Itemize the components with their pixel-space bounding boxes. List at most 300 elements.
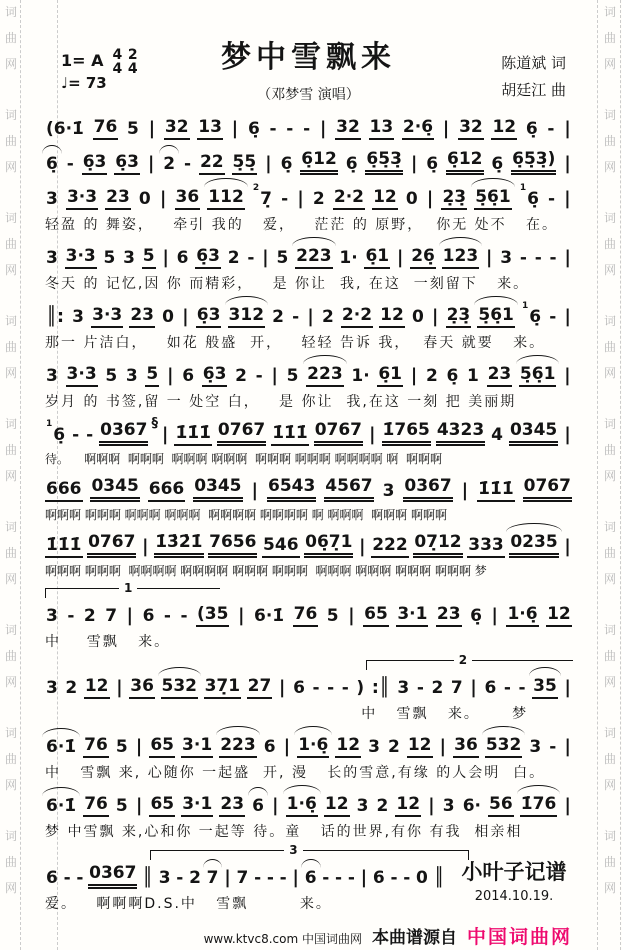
watermark-char: 网 <box>603 263 616 277</box>
note-token: - <box>66 153 74 174</box>
note-token: 3 <box>46 188 58 209</box>
note-token: 2 <box>189 867 201 888</box>
notes-row <box>45 243 572 269</box>
note-token: 6· <box>462 795 481 816</box>
note-token: 6·1̇ <box>46 795 77 816</box>
notation-system <box>45 243 572 293</box>
watermark-char: 曲 <box>4 134 17 148</box>
key-signature <box>61 44 138 76</box>
barline: | <box>491 604 498 626</box>
note-token: 2 <box>425 365 438 386</box>
notation-system <box>45 415 572 467</box>
barline: | <box>319 117 327 139</box>
note-token: 6̣5̣3̣) <box>511 149 556 175</box>
note-token: - <box>184 153 192 174</box>
note-token: 532 <box>485 735 523 758</box>
watermark-char: 网 <box>4 572 17 586</box>
note-token: 223 <box>295 246 333 269</box>
barline: | <box>564 423 571 445</box>
barline: | <box>461 479 469 501</box>
watermark-char: 曲 <box>4 649 17 663</box>
watermark-char: 网 <box>603 469 616 483</box>
note-token: 6 <box>484 677 497 698</box>
note-token: 2 <box>272 306 284 327</box>
note-token: 37̣1 <box>204 676 242 699</box>
note-token: - <box>549 306 557 327</box>
notation-system <box>45 581 572 651</box>
note-token: - <box>416 677 424 698</box>
note-token: 0367 <box>99 420 148 446</box>
note-token: 3 <box>442 795 455 816</box>
note-token: 13 <box>197 117 223 140</box>
watermark-right <box>602 6 618 933</box>
note-token: 312 <box>228 305 266 328</box>
note-token: 6 <box>182 365 195 386</box>
barline: | <box>159 187 167 209</box>
note-token: 2 <box>227 247 240 268</box>
note-token: 0345 <box>509 420 558 446</box>
watermark-char: 词 <box>603 520 616 534</box>
watermark-char: 网 <box>603 572 616 586</box>
note-token: 12 <box>546 604 572 627</box>
note-token: 5̣6̣1 <box>477 305 515 328</box>
note-token: - <box>286 118 294 139</box>
note-token: - <box>247 247 255 268</box>
barline: | <box>428 794 435 816</box>
barline: | <box>368 423 376 445</box>
note-token: 35 <box>532 676 558 699</box>
note-token: - <box>86 424 94 445</box>
note-token: 2̣3̣ <box>446 305 472 328</box>
watermark-char: 曲 <box>603 340 616 354</box>
note-token: 7 <box>450 677 463 698</box>
note-token: 56 <box>488 794 514 817</box>
notes-row <box>45 532 572 558</box>
note-token: 1· <box>339 247 358 268</box>
watermark-char: 词 <box>4 417 17 431</box>
note-token: 1· <box>351 365 370 386</box>
note-token: 7 <box>236 867 249 888</box>
barline: | <box>116 676 123 698</box>
watermark-char: 词 <box>4 314 17 328</box>
barline: | <box>262 246 269 268</box>
note-token: 5̣6̣1 <box>519 364 557 387</box>
barline: | <box>564 794 571 816</box>
note-token: 27 <box>247 676 273 699</box>
note-token: 0767 <box>87 532 136 558</box>
barline: ║ <box>142 866 154 888</box>
volta-number: 3 <box>284 844 302 856</box>
watermark-char: 词 <box>603 5 616 19</box>
note-token: 12 <box>491 117 517 140</box>
note-token: 1·6̣ <box>286 794 318 817</box>
note-token: - <box>269 118 277 139</box>
barline: | <box>431 305 439 327</box>
barline: | <box>278 676 286 698</box>
note-token: 6̣ <box>446 365 459 386</box>
notes-row <box>45 601 572 627</box>
watermark-char: 网 <box>603 675 616 689</box>
footer-brand: 中国词曲网 <box>466 926 572 948</box>
note-token: 1̇3̇2̇1̇ <box>154 532 203 558</box>
note-token: 532 <box>161 676 199 699</box>
note-token: 4323 <box>436 420 485 446</box>
score-content <box>45 28 572 949</box>
note-token: 3·1 <box>396 604 428 627</box>
note-token: 76 <box>293 604 319 627</box>
barline: | <box>426 187 434 209</box>
time-signatures <box>113 44 138 76</box>
note-token: 2·6̣ <box>402 117 434 140</box>
watermark-char: 网 <box>603 160 616 174</box>
notes-row <box>45 863 446 889</box>
note-token: - <box>518 677 526 698</box>
note-token: 123 <box>442 246 480 269</box>
note-token: 12 <box>379 305 405 328</box>
note-token: - <box>176 867 184 888</box>
note-token: 1̇765 <box>382 420 431 446</box>
watermark-char: 网 <box>603 881 616 895</box>
notation-system <box>45 476 572 523</box>
barline: | <box>126 604 134 626</box>
barline: | <box>360 866 368 888</box>
note-token: 3 <box>46 605 58 626</box>
barline: | <box>147 152 155 174</box>
lyrics-row: 那一 片洁白， 如花 般盛 开， 轻轻 告诉 我， 春天 就要 来。 <box>45 335 546 351</box>
note-token: 333 <box>467 535 505 558</box>
watermark-char: 词 <box>4 108 17 122</box>
watermark-char: 网 <box>4 778 17 792</box>
note-token: 2 <box>83 605 96 626</box>
watermark-char: 曲 <box>603 443 616 457</box>
note-token: 5 <box>127 118 139 139</box>
note-token: 3 <box>368 736 380 757</box>
watermark-char: 曲 <box>4 855 17 869</box>
note-token: - <box>281 188 289 209</box>
notation-system <box>45 114 572 140</box>
note-token: 23 <box>105 187 131 210</box>
note-token: 1̇76 <box>520 794 558 817</box>
note-token: 2·2 <box>333 187 365 210</box>
barline: ║ <box>433 866 445 888</box>
note-token: 7656 <box>208 532 257 558</box>
note-token: 5 <box>145 364 159 387</box>
note-token: 6̣12 <box>446 149 484 175</box>
lyricist-credit: 陈道斌 词 <box>501 54 566 72</box>
note-token: - <box>403 867 411 888</box>
note-token: 6 <box>293 677 305 698</box>
watermark-char: 网 <box>4 675 17 689</box>
note-token: 26̣ <box>410 246 436 269</box>
note-token: 2 <box>163 153 176 174</box>
note-token: 6·1̇ <box>254 605 285 626</box>
lyrics-row: 爱。 啊啊啊D.S.中 雪飘 来。 <box>45 896 332 912</box>
note-token: - <box>549 247 557 268</box>
notes-row <box>45 149 572 175</box>
note-token: 13 <box>369 117 395 140</box>
watermark-char: 曲 <box>4 237 17 251</box>
note-token: - <box>341 677 349 698</box>
note-token: 0 <box>138 188 151 209</box>
note-token: 1̇1̇1̇ <box>45 535 83 558</box>
notes-row <box>45 673 572 699</box>
note-token: 3 <box>500 247 513 268</box>
composer-credit: 胡廷江 曲 <box>501 81 566 99</box>
note-token: 6 <box>46 867 58 888</box>
note-token: - <box>67 605 75 626</box>
note-token: 5 <box>103 247 116 268</box>
watermark-char: 网 <box>603 57 616 71</box>
barline: | <box>564 676 571 698</box>
note-token: 76 <box>83 794 109 817</box>
barline: | <box>564 152 571 174</box>
note-token: 6 <box>372 867 385 888</box>
note-token: 6̣ <box>345 153 358 174</box>
watermark-char: 网 <box>4 881 17 895</box>
note-token: 5̣5̣ <box>232 152 258 175</box>
watermark-char: 词 <box>603 417 616 431</box>
note-token: 1·6̣ <box>297 735 329 758</box>
note-token: 36 <box>129 676 155 699</box>
note-token: 2·2 <box>341 305 373 328</box>
barline: | <box>161 423 169 445</box>
note-token: - <box>279 867 287 888</box>
note-token: - <box>303 118 311 139</box>
note-token: 6̣ <box>247 118 260 139</box>
barline: :║ <box>371 676 390 698</box>
note-token: 3 <box>158 867 171 888</box>
barline: | <box>564 735 571 757</box>
barline: | <box>439 735 447 757</box>
watermark-char: 词 <box>603 726 616 740</box>
lyrics-row: 待。 啊啊啊 啊啊啊 啊啊啊 啊啊啊 啊啊啊 啊啊啊 啊啊啊啊 啊 啊啊啊 <box>45 452 443 466</box>
note-token: 32 <box>164 117 190 140</box>
note-token: 6543 <box>267 476 316 502</box>
footer-source-label: 本曲谱源自 <box>371 928 457 948</box>
barline: | <box>297 187 304 209</box>
note-token: 23 <box>129 305 155 328</box>
note-token: 6 <box>252 795 264 816</box>
lyrics-row: 中 雪飘 来。 梦 <box>361 706 529 722</box>
note-token: 36 <box>453 735 479 758</box>
note-token: 7 <box>206 867 219 888</box>
page-subtitle: （邓梦雪 演唱） <box>257 87 360 103</box>
note-token: 6 <box>263 736 276 757</box>
note-token: 5 <box>115 736 128 757</box>
transcriber-name: 小叶子记谱 <box>461 859 567 884</box>
barline: | <box>396 246 404 268</box>
barline: | <box>564 246 571 268</box>
note-token: 0767 <box>217 420 266 446</box>
time-signature: 4 4 <box>112 47 123 77</box>
note-token: - <box>503 677 511 698</box>
note-token: 222 <box>371 535 409 558</box>
grace-note: 1 <box>521 301 529 312</box>
note-token: 6̣3 <box>195 246 221 269</box>
note-token: 0345 <box>90 476 139 502</box>
note-token: 112 <box>207 187 245 210</box>
watermark-char: 词 <box>4 726 17 740</box>
dashed-border-line <box>620 0 621 950</box>
note-token: 6̣ <box>280 153 293 174</box>
note-token: 3 <box>123 247 135 268</box>
barline: | <box>283 735 291 757</box>
watermark-char: 词 <box>603 108 616 122</box>
note-token: ) <box>356 677 365 698</box>
note-token: 0367 <box>88 863 137 889</box>
watermark-char: 词 <box>4 829 17 843</box>
watermark-char: 网 <box>4 57 17 71</box>
note-token: 6̣3 <box>82 152 108 175</box>
note-token: 6̣ <box>46 153 58 174</box>
barline: | <box>292 866 299 888</box>
note-token: 2 <box>65 677 78 698</box>
note-token: 5 <box>276 247 289 268</box>
notation-system <box>45 791 572 841</box>
note-token: 3 <box>46 365 58 386</box>
watermark-char: 词 <box>603 623 616 637</box>
barline: | <box>564 535 571 557</box>
dashed-border-line <box>20 0 21 950</box>
note-token: $^1$6̣ <box>519 183 539 209</box>
note-token: 12 <box>335 735 361 758</box>
watermark-char: 曲 <box>4 546 17 560</box>
note-token: 6 <box>142 605 155 626</box>
note-token: 5 <box>142 246 156 269</box>
note-token: 3 <box>382 480 395 501</box>
note-token: 666 <box>148 479 186 502</box>
watermark-char: 曲 <box>603 31 616 45</box>
notation-system <box>45 361 572 411</box>
note-token: 2̣3̣ <box>441 187 467 210</box>
note-token: 3 <box>72 306 84 327</box>
notes-row <box>45 184 572 210</box>
barline: | <box>162 246 169 268</box>
lyrics-row: 轻盈 的 舞姿， 牵引 我的 爱， 茫茫 的 原野， 你无 处不 在。 <box>45 217 559 233</box>
note-token: - <box>255 365 263 386</box>
notes-row <box>45 114 572 140</box>
note-token: 76 <box>93 117 119 140</box>
note-token: 223 <box>306 364 344 387</box>
note-token: 1·6̣ <box>506 604 538 627</box>
note-token: - <box>292 306 300 327</box>
footer <box>45 922 572 949</box>
barline: | <box>410 364 418 386</box>
watermark-char: 网 <box>603 366 616 380</box>
note-token: $^2$7̣ <box>252 183 272 209</box>
note-token: 666 <box>45 479 83 502</box>
note-token: 5 <box>286 365 299 386</box>
lyrics-row: 啊啊啊 啊啊啊 啊啊啊 啊啊啊 啊啊啊啊 啊啊啊啊 啊 啊啊啊 啊啊啊 啊啊啊 <box>45 508 447 522</box>
note-token: 3·1 <box>181 735 213 758</box>
note-token: 5 <box>115 795 128 816</box>
note-token: 6̣3 <box>196 305 222 328</box>
watermark-char: 网 <box>4 160 17 174</box>
barline: | <box>142 535 149 557</box>
note-token: 36 <box>175 187 201 210</box>
note-token: 32 <box>458 117 484 140</box>
note-token: - <box>347 867 355 888</box>
note-token: 22 <box>199 152 225 175</box>
note-token: 65 <box>363 604 389 627</box>
watermark-char: 曲 <box>603 546 616 560</box>
note-token: 0235 <box>509 532 558 558</box>
notes-row <box>45 476 572 502</box>
dashed-border-line <box>597 0 598 950</box>
note-token: (35 <box>196 604 229 627</box>
note-token: - <box>63 867 71 888</box>
note-token: - <box>390 867 398 888</box>
barline: | <box>307 305 314 327</box>
note-token: - <box>180 605 188 626</box>
barline: | <box>564 117 571 139</box>
barline: | <box>564 305 571 327</box>
notation-systems <box>45 114 572 913</box>
note-token: 6̣1 <box>377 364 403 387</box>
watermark-char: 词 <box>4 520 17 534</box>
lyrics-row: 冬天 的 记忆,因 你 而精彩， 是 你让 我, 在这 一刻留下 来。 <box>45 276 530 292</box>
footer-site: www.ktvc8.com 中国词曲网 <box>203 932 362 946</box>
watermark-char: 曲 <box>4 443 17 457</box>
watermark-char: 曲 <box>4 31 17 45</box>
note-token: 6·1̇ <box>46 736 77 757</box>
notation-system <box>45 732 572 782</box>
note-token: 2 <box>376 795 389 816</box>
watermark-char: 网 <box>4 366 17 380</box>
grace-note: 2 <box>252 183 260 194</box>
note-token: 3 <box>46 247 58 268</box>
note-token: 65 <box>149 794 175 817</box>
lyrics-row: 中 雪飘 来。 <box>45 634 171 650</box>
barline: | <box>135 794 143 816</box>
lyrics-row: 梦 中雪飘 来,心和你 一起等 待。童 话的世界,有你 有我 相亲相 <box>45 824 523 840</box>
watermark-left <box>3 6 19 933</box>
note-token: 2 <box>312 188 325 209</box>
note-token: 6̣12 <box>300 149 338 175</box>
note-token: 546 <box>262 535 300 558</box>
watermark-char: 曲 <box>4 340 17 354</box>
watermark-char: 网 <box>4 469 17 483</box>
note-token: 3 <box>397 677 410 698</box>
key-label: 1= A <box>61 50 104 70</box>
watermark-char: 词 <box>4 623 17 637</box>
notes-row <box>45 361 572 387</box>
note-token: 1̇1̇1̇ <box>271 423 309 446</box>
note-token: 6̣ <box>525 118 538 139</box>
credits <box>501 50 566 104</box>
grace-note: 1 <box>46 419 53 430</box>
note-token: 6̣ <box>491 153 504 174</box>
note-token: 3·1 <box>181 794 213 817</box>
notation-system <box>45 184 572 234</box>
barline: | <box>271 364 278 386</box>
note-token: 2 <box>235 365 247 386</box>
note-token: 0345 <box>193 476 242 502</box>
note-token: 6 <box>304 867 317 888</box>
watermark-char: 词 <box>4 211 17 225</box>
page-title: 梦中雪飘来 <box>221 40 396 75</box>
note-token: 3 <box>125 365 138 386</box>
barline: | <box>442 117 450 139</box>
lyrics-row: 中 雪飘 来, 心随你 一起盛 开, 漫 长的雪意,有缘 的人会明 白。 <box>45 765 546 781</box>
note-token: - <box>534 247 542 268</box>
notes-row <box>45 791 572 817</box>
volta-number: 1 <box>119 582 137 594</box>
note-token: 6̣ <box>426 153 439 174</box>
score-header <box>45 28 572 114</box>
barline: | <box>564 364 571 386</box>
note-token: 0767 <box>523 476 572 502</box>
